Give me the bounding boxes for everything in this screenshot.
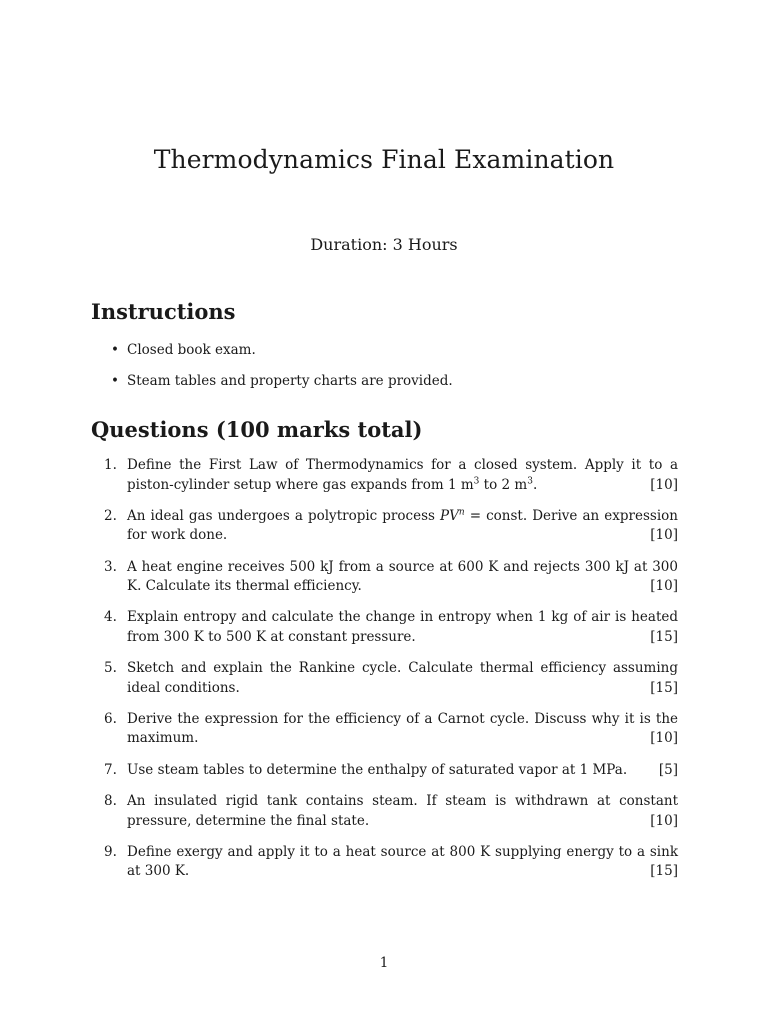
question-number: 2. (104, 507, 117, 524)
question-text (127, 710, 678, 749)
question-number: 8. (104, 793, 117, 810)
question-text-part: Sketch and explain the Rankine cycle. Calculate thermal efficiency assuming ideal conditions. (127, 660, 678, 696)
question-text-part: Derive the expression for the efficiency of a Carnot cycle. Discuss why it is the maximum. (127, 710, 678, 747)
page-number: 1 (379, 955, 389, 971)
question-text (127, 608, 678, 647)
question-text (127, 456, 678, 495)
question-item (104, 792, 678, 831)
bullet-icon: • (111, 373, 119, 389)
question-marks: [10] (650, 812, 678, 829)
question-marks: [10] (650, 527, 678, 544)
question-item (104, 843, 678, 882)
question-text-part: An ideal gas undergoes a polytropic process (127, 507, 440, 524)
questions-heading: Questions (100 marks total) (91, 417, 423, 442)
question-item (104, 659, 678, 698)
question-text (127, 843, 678, 882)
exam-title: Thermodynamics Final Examination (153, 145, 615, 174)
instructions-list (111, 339, 691, 401)
math-exponent: n (458, 507, 465, 518)
question-item (104, 608, 678, 647)
question-text-part: Define the First Law of Thermodynamics for a closed system. Apply it to a piston-cylinder setup where gas expands from 1 m (127, 457, 678, 493)
question-marks: [15] (650, 628, 678, 645)
question-text-part: to 2 m (479, 476, 528, 493)
bullet-icon: • (111, 342, 119, 358)
instructions-heading: Instructions (91, 299, 236, 324)
superscript: 3 (473, 476, 480, 486)
question-text-part: = const. Derive an expression for work done. (127, 507, 678, 544)
question-number: 9. (104, 843, 117, 860)
question-number: 7. (104, 761, 117, 778)
questions-list (104, 456, 678, 894)
superscript: 3 (527, 476, 533, 486)
question-number: 4. (104, 609, 117, 626)
instruction-item (111, 370, 691, 401)
question-text-part: Explain entropy and calculate the change in entropy when 1 kg of air is heated from 300 K to 500 K at constant pressure. (127, 609, 678, 645)
question-text (127, 792, 678, 831)
question-item (104, 507, 678, 546)
question-item (104, 558, 678, 597)
question-text (127, 507, 678, 546)
question-number: 1. (104, 457, 117, 473)
question-number: 3. (104, 558, 117, 575)
question-text-part: An insulated rigid tank contains steam. If steam is withdrawn at constant pressure, determine the final state. (127, 793, 678, 829)
question-marks: [15] (650, 863, 678, 880)
question-text (127, 761, 678, 781)
question-item (104, 456, 678, 495)
question-marks: [10] (650, 578, 678, 595)
question-text-part: Use steam tables to determine the enthalpy of saturated vapor at 1 MPa. (127, 761, 628, 778)
question-marks: [10] (650, 730, 678, 747)
instruction-text: Steam tables and property charts are provided. (127, 373, 453, 389)
question-text-part: Define exergy and apply it to a heat source at 800 K supplying energy to a sink at 300 K. (127, 843, 678, 880)
instruction-text: Closed book exam. (127, 342, 256, 358)
instruction-item (111, 339, 691, 370)
question-marks: [10] (650, 476, 678, 493)
question-text (127, 558, 678, 597)
question-text-part: . (532, 476, 538, 493)
question-text (127, 659, 678, 698)
question-marks: [5] (658, 761, 678, 778)
question-item (104, 761, 678, 781)
question-number: 5. (104, 660, 117, 677)
question-item (104, 710, 678, 749)
question-text-part: A heat engine receives 500 kJ from a source at 600 K and rejects 300 kJ at 300 K. Calculate its thermal efficiency. (127, 558, 678, 595)
question-marks: [15] (650, 679, 678, 696)
math-variable: PV (440, 507, 459, 524)
question-number: 6. (104, 710, 117, 727)
exam-duration: Duration: 3 Hours (310, 235, 458, 254)
